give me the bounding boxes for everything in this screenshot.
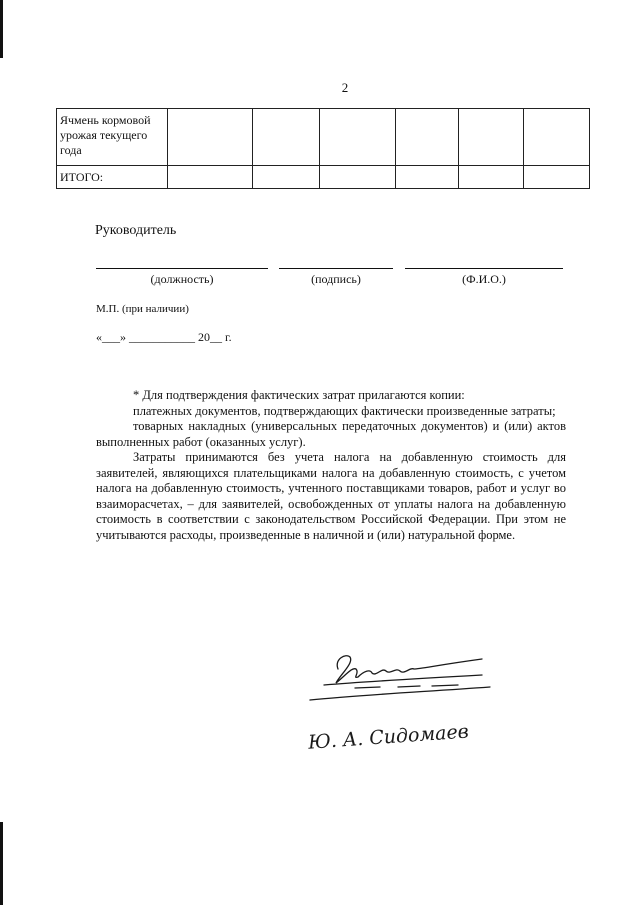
- signature-dash: [355, 687, 380, 688]
- table-row: [57, 166, 590, 189]
- table-cell: [168, 109, 253, 166]
- table-cell: [253, 109, 320, 166]
- table-cell: [459, 109, 524, 166]
- table-cell: [524, 166, 590, 189]
- table-cell: [168, 166, 253, 189]
- row-label: ИТОГО:: [57, 166, 168, 189]
- footnote-intro: * Для подтверждения фактических затрат прилагаются копии:: [133, 388, 465, 402]
- signature-dash: [398, 686, 420, 687]
- table-cell: [253, 166, 320, 189]
- signature-dash: [432, 685, 458, 686]
- cost-table: [56, 108, 590, 189]
- position-line: [96, 268, 268, 269]
- table-cell: [320, 109, 396, 166]
- caption-signature: (подпись): [311, 272, 361, 286]
- caption-name: (Ф.И.О.): [462, 272, 506, 286]
- page-number: 2: [341, 80, 349, 95]
- signature-line: [279, 268, 393, 269]
- row-label: Ячмень кормовой урожая текущего года: [57, 109, 168, 166]
- footnote-item-invoices: товарных накладных (универсальных передаточных документов) и (или) актов выполненных работ (оказанных услуг).: [96, 419, 566, 449]
- binding-mark-top: [0, 0, 3, 58]
- table-row: [57, 109, 590, 166]
- caption-position: (должность): [150, 272, 214, 286]
- table-cell: [524, 109, 590, 166]
- signature-underline: [310, 687, 490, 700]
- table-cell: [320, 166, 396, 189]
- table-cell: [459, 166, 524, 189]
- signature-underline: [324, 675, 482, 685]
- head-label: Руководитель: [95, 223, 177, 238]
- seal-note: М.П. (при наличии): [96, 303, 189, 315]
- footnote-vat-paragraph: Затраты принимаются без учета налога на добавленную стоимость для заявителей, являющихся плательщиками налога на добавленную стоимость, с учетом налога на добавленную стоимость, учтенного поставщиками товаров, работ и услуг во взаиморасчетах, – для заявителей, освобожденных от уплаты налога на добавленную стоимость в соответствии с законодательством Российской Федерации. При этом не учитываются расходы, произведенные в наличной и (или) натуральной форме.: [96, 450, 566, 542]
- date-line: «___» ___________ 20__ г.: [96, 330, 232, 344]
- table-cell: [396, 166, 459, 189]
- footnote-item-payments: платежных документов, подтверждающих фактически произведенные затраты;: [133, 403, 556, 418]
- binding-mark-bottom: [0, 822, 3, 905]
- handwritten-signature: [300, 645, 500, 755]
- table-cell: [396, 109, 459, 166]
- signature-name: Ю. А. Сидомаев: [307, 720, 470, 754]
- name-line: [405, 268, 563, 269]
- footnote: [96, 388, 566, 543]
